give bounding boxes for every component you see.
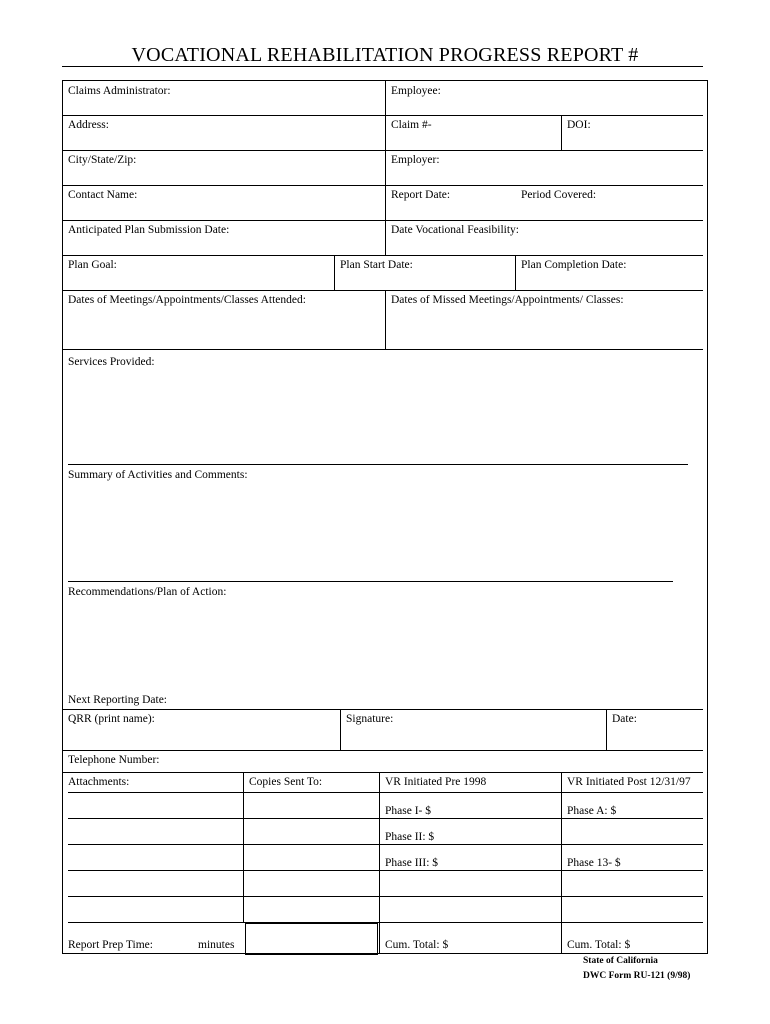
phase-1-amount-field[interactable] — [445, 804, 557, 817]
report-date-label: Report Date: — [391, 189, 451, 201]
divider — [385, 80, 386, 255]
signature-field[interactable] — [344, 728, 602, 748]
phase-13-label: Phase 13- $ — [567, 857, 621, 869]
next-reporting-date-field[interactable] — [175, 693, 700, 708]
employee-field[interactable] — [445, 82, 700, 114]
attachment-row-field[interactable] — [68, 871, 242, 895]
recommendations-label: Recommendations/Plan of Action: — [68, 586, 227, 598]
attachment-row-field[interactable] — [68, 819, 242, 843]
recommendations-field[interactable] — [66, 602, 702, 692]
copies-sent-row-field[interactable] — [245, 871, 378, 895]
report-prep-time-label: Report Prep Time: — [68, 939, 153, 951]
divider — [561, 772, 562, 954]
employer-label: Employer: — [391, 154, 440, 166]
divider — [385, 290, 386, 349]
dates-attended-field[interactable] — [66, 310, 382, 347]
phase-2-label: Phase II: $ — [385, 831, 435, 843]
divider — [62, 772, 703, 773]
claims-administrator-field[interactable] — [180, 82, 380, 114]
divider — [561, 115, 562, 150]
qrr-print-name-label: QRR (print name): — [68, 713, 155, 725]
plan-start-date-label: Plan Start Date: — [340, 259, 413, 271]
doi-field[interactable] — [595, 117, 700, 149]
qrr-print-name-field[interactable] — [66, 728, 336, 748]
claims-administrator-label: Claims Administrator: — [68, 85, 171, 97]
cum-total-post-label: Cum. Total: $ — [567, 939, 631, 951]
divider — [62, 750, 703, 751]
doi-label: DOI: — [567, 119, 591, 131]
plan-completion-date-field[interactable] — [630, 257, 700, 289]
copies-sent-row-field[interactable] — [245, 793, 378, 817]
attachments-label: Attachments: — [68, 776, 130, 788]
signature-label: Signature: — [346, 713, 394, 725]
divider — [62, 349, 703, 350]
form-title: VOCATIONAL REHABILITATION PROGRESS REPORT # — [131, 44, 639, 66]
attachment-row-field[interactable] — [68, 845, 242, 869]
contact-name-field[interactable] — [140, 187, 380, 219]
attachment-row-field[interactable] — [68, 897, 242, 921]
minutes-label: minutes — [198, 939, 235, 951]
divider — [62, 290, 703, 291]
date-field[interactable] — [610, 728, 702, 748]
claim-number-label: Claim #- — [391, 119, 432, 131]
contact-name-label: Contact Name: — [68, 189, 138, 201]
divider — [515, 255, 516, 290]
divider — [68, 464, 688, 465]
anticipated-plan-submission-label: Anticipated Plan Submission Date: — [68, 224, 230, 236]
cum-total-pre-field[interactable] — [455, 936, 557, 952]
divider — [243, 772, 244, 922]
claim-number-field[interactable] — [438, 117, 558, 149]
period-covered-field[interactable] — [598, 187, 700, 219]
divider — [334, 255, 335, 290]
divider — [62, 255, 703, 256]
dates-attended-label: Dates of Meetings/Appointments/Classes Attended: — [68, 294, 306, 306]
city-state-zip-field[interactable] — [140, 152, 380, 184]
summary-field[interactable] — [66, 485, 672, 579]
divider — [68, 922, 703, 923]
city-state-zip-label: City/State/Zip: — [68, 154, 137, 166]
telephone-number-field[interactable] — [170, 753, 700, 770]
divider — [62, 150, 703, 151]
footer-form-id: DWC Form RU-121 (9/98) — [583, 971, 691, 981]
vocational-feasibility-field[interactable] — [520, 222, 700, 254]
copies-sent-to-label: Copies Sent To: — [249, 776, 323, 788]
divider — [62, 220, 703, 221]
footer-state: State of California — [583, 956, 658, 966]
phase-13-amount-field[interactable] — [625, 856, 700, 869]
phase-2-amount-field[interactable] — [440, 830, 557, 843]
copies-sent-row-field[interactable] — [245, 819, 378, 843]
vocational-feasibility-label: Date Vocational Feasibility: — [391, 224, 519, 236]
services-provided-field[interactable] — [66, 372, 686, 462]
employee-label: Employee: — [391, 85, 441, 97]
plan-completion-date-label: Plan Completion Date: — [521, 259, 627, 271]
divider — [379, 772, 380, 954]
phase-1-label: Phase I- $ — [385, 805, 431, 817]
report-date-field[interactable] — [452, 187, 516, 219]
divider — [68, 581, 673, 582]
divider — [62, 185, 703, 186]
summary-label: Summary of Activities and Comments: — [68, 469, 248, 481]
phase-a-amount-field[interactable] — [620, 804, 700, 817]
date-label: Date: — [612, 713, 637, 725]
next-reporting-date-label: Next Reporting Date: — [68, 694, 168, 706]
title-underline — [62, 66, 703, 67]
employer-field[interactable] — [445, 152, 700, 184]
cum-total-post-field[interactable] — [635, 936, 701, 952]
address-label: Address: — [68, 119, 109, 131]
telephone-number-label: Telephone Number: — [68, 754, 160, 766]
plan-start-date-field[interactable] — [415, 257, 511, 289]
divider — [606, 709, 607, 750]
copies-sent-row-field[interactable] — [245, 897, 378, 921]
phase-a-label: Phase A: $ — [567, 805, 617, 817]
prep-time-minutes-box[interactable] — [245, 923, 378, 955]
cum-total-pre-label: Cum. Total: $ — [385, 939, 449, 951]
plan-goal-field[interactable] — [130, 257, 330, 289]
dates-missed-field[interactable] — [389, 310, 700, 347]
phase-3-amount-field[interactable] — [445, 856, 557, 869]
phase-3-label: Phase III: $ — [385, 857, 439, 869]
period-covered-label: Period Covered: — [521, 189, 597, 201]
vr-pre-1998-label: VR Initiated Pre 1998 — [385, 776, 487, 788]
divider — [340, 709, 341, 750]
address-field[interactable] — [120, 117, 380, 149]
dates-missed-label: Dates of Missed Meetings/Appointments/ Classes: — [391, 294, 624, 306]
copies-sent-row-field[interactable] — [245, 845, 378, 869]
attachment-row-field[interactable] — [68, 793, 242, 817]
vr-post-1997-label: VR Initiated Post 12/31/97 — [567, 776, 691, 788]
divider — [62, 115, 703, 116]
anticipated-plan-submission-field[interactable] — [232, 222, 380, 254]
plan-goal-label: Plan Goal: — [68, 259, 117, 271]
services-provided-label: Services Provided: — [68, 356, 155, 368]
